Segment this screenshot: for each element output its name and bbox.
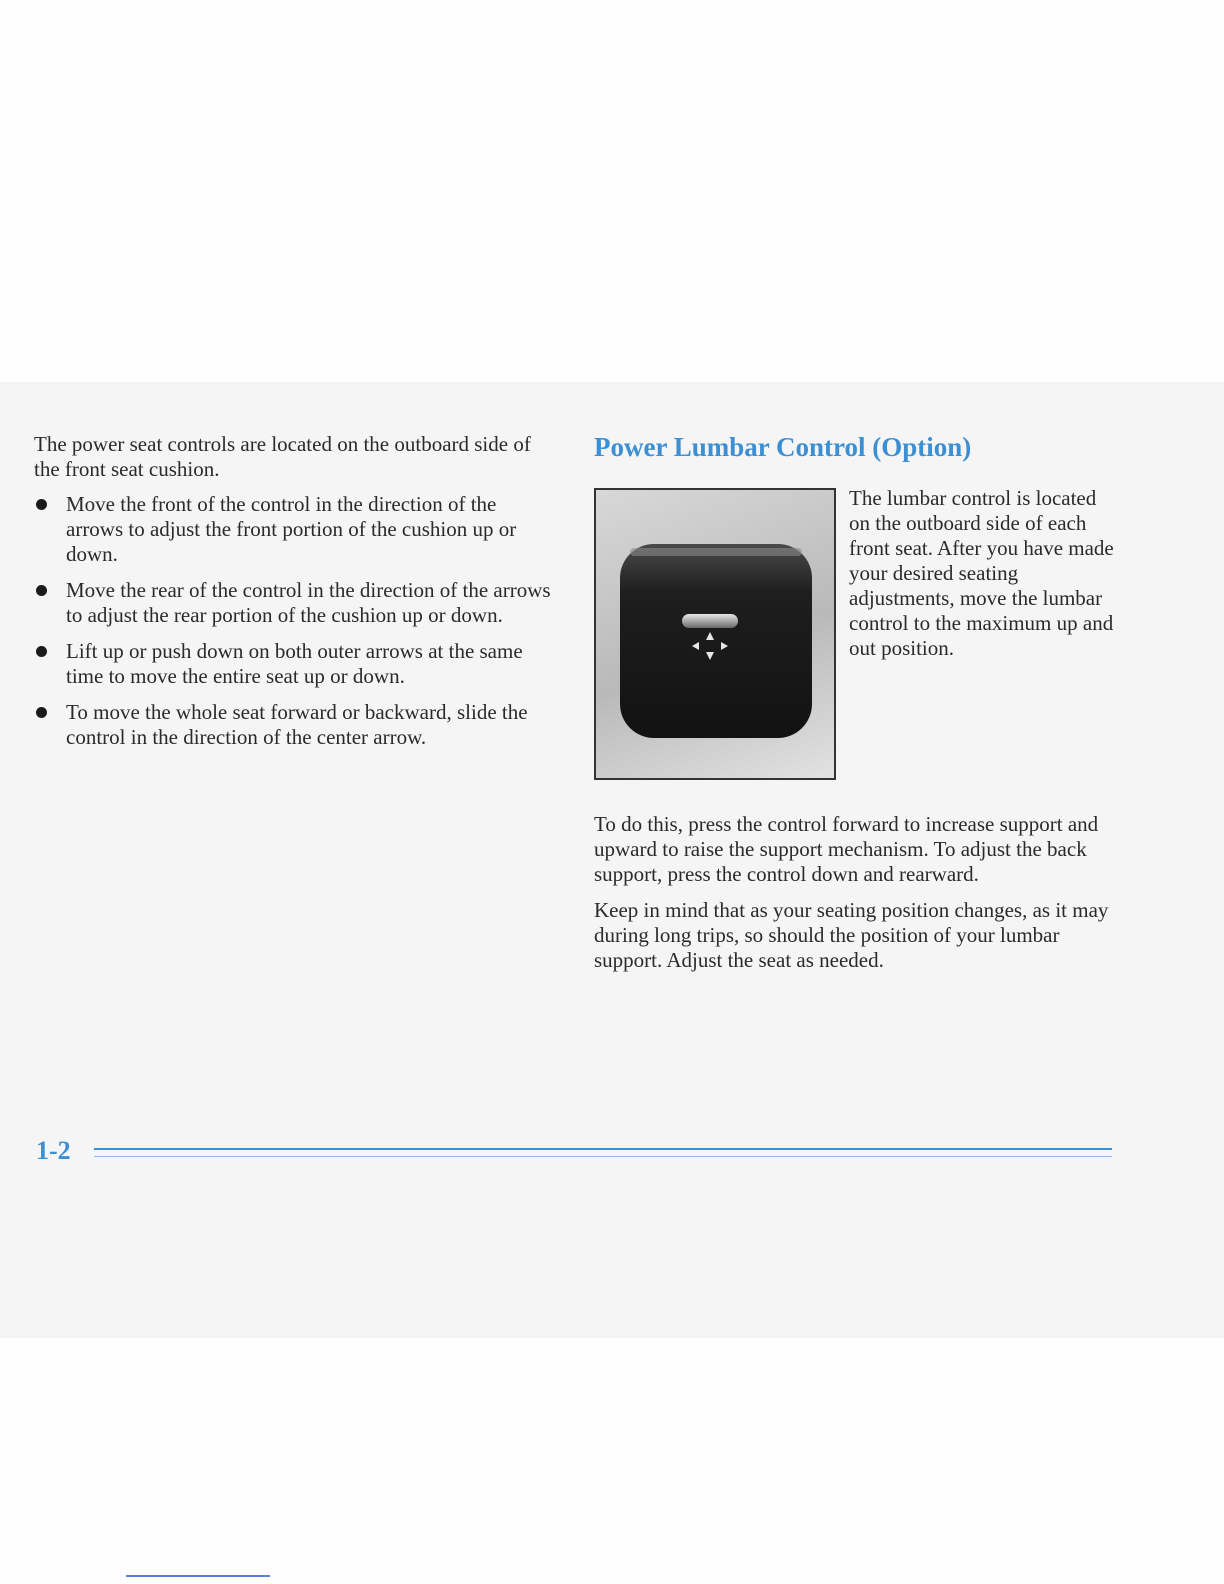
list-item: [34, 639, 554, 689]
footer-rule-thin: [94, 1156, 1112, 1157]
list-item-text: Move the front of the control in the direction of the arrows to adjust the front portion of the cushion up or down.: [66, 492, 517, 566]
section-heading: Power Lumbar Control (Option): [594, 432, 972, 462]
list-item: [34, 578, 554, 628]
left-column: [34, 432, 554, 761]
control-knob-highlight: [630, 548, 802, 556]
bullet-icon: [36, 499, 47, 510]
right-column: [594, 430, 1114, 464]
bullet-icon: [36, 585, 47, 596]
list-item-text: Lift up or push down on both outer arrows at the same time to move the entire seat up or down.: [66, 639, 523, 688]
bullet-icon: [36, 707, 47, 718]
lumbar-control-illustration: [596, 490, 834, 778]
lumbar-adjust-paragraph: To do this, press the control forward to increase support and upward to raise the support mechanism. To adjust the back support, press the control down and rearward.: [594, 812, 1099, 886]
bottom-divider: [126, 1575, 270, 1577]
control-knob-body: [620, 544, 812, 738]
list-item-text: To move the whole seat forward or backward, slide the control in the direction of the center arrow.: [66, 700, 528, 749]
intro-paragraph: The power seat controls are located on the outboard side of the front seat cushion.: [34, 432, 531, 481]
bullet-icon: [36, 646, 47, 657]
list-item: [34, 700, 554, 750]
list-item: [34, 492, 554, 567]
page-number: 1-2: [36, 1136, 71, 1165]
lumbar-reminder-paragraph: Keep in mind that as your seating position changes, as it may during long trips, so should the position of your lumbar support. Adjust the seat as needed.: [594, 898, 1109, 972]
control-slot: [682, 614, 738, 628]
power-seat-bullet-list: [34, 492, 554, 750]
list-item-text: Move the rear of the control in the direction of the arrows to adjust the rear portion of the cushion up or down.: [66, 578, 551, 627]
lumbar-control-photo: [594, 488, 836, 780]
footer-rule: [94, 1148, 1112, 1150]
lumbar-control-description: The lumbar control is located on the outboard side of each front seat. After you have made your desired seating adjustments, move the lumbar control to the maximum up and out position.: [849, 486, 1114, 660]
